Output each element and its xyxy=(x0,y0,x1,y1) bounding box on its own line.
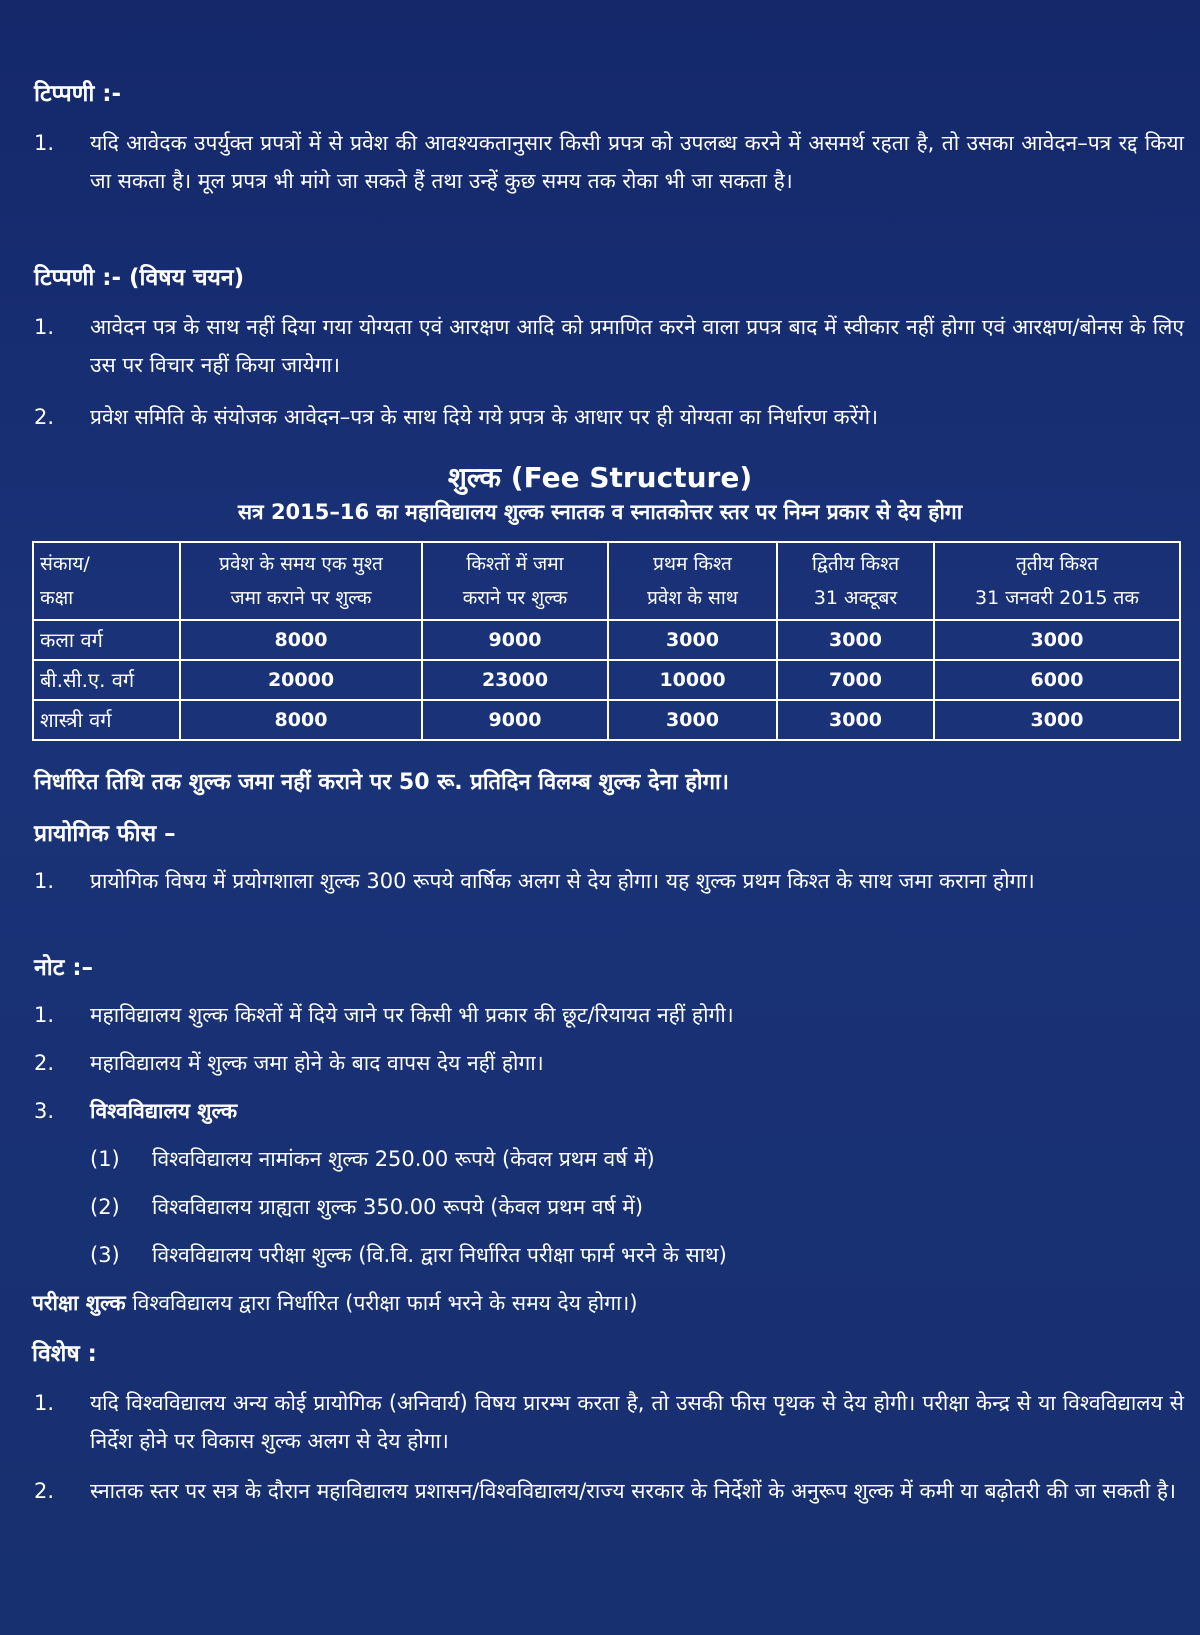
header-third-installment: तृतीय किश्त 31 जनवरी 2015 तक xyxy=(934,542,1180,620)
table-row: कला वर्ग 8000 9000 3000 3000 3000 xyxy=(33,620,1180,660)
late-fee-notice: निर्धारित तिथि तक शुल्क जमा नहीं कराने पर 50 रू. प्रतिदिन विलम्ब शुल्क देना होगा। xyxy=(34,770,730,795)
exam-fee-line xyxy=(32,1284,1182,1322)
fee-structure-title: शुल्क (Fee Structure) xyxy=(447,461,753,494)
header-installments: किश्तों में जमा कराने पर शुल्क xyxy=(422,542,608,620)
special-heading: विशेष : xyxy=(32,1341,97,1367)
practical-fee-heading: प्रायोगिक फीस – xyxy=(34,821,176,847)
subject-selection-heading: टिप्पणी :- (विषय चयन) xyxy=(34,265,245,291)
header-faculty: संकाय/ कक्षा xyxy=(33,542,180,620)
exam-fee-label: परीक्षा शुल्क xyxy=(32,1291,126,1315)
fee-table xyxy=(32,541,1181,741)
header-first-installment: प्रथम किश्त प्रवेश के साथ xyxy=(608,542,777,620)
fee-table-header xyxy=(33,542,1180,620)
fee-structure-subtitle: सत्र 2015–16 का महाविद्यालय शुल्क स्नातक व स्नातकोत्तर स्तर पर निम्न प्रकार से देय होगा xyxy=(237,500,963,524)
table-row: बी.सी.ए. वर्ग 20000 23000 10000 7000 6000 xyxy=(33,660,1180,700)
exam-fee-text: विश्वविद्यालय द्वारा निर्धारित (परीक्षा फार्म भरने के समय देय होगा।) xyxy=(125,1291,638,1315)
table-row: शास्त्री वर्ग 8000 9000 3000 3000 3000 xyxy=(33,700,1180,740)
note3-heading: नोट :– xyxy=(34,955,94,981)
document-page: टिप्पणी :- 1. यदि आवेदक उपर्युक्त प्रपत्रों में से प्रवेश की आवश्यकतानुसार किसी प्रपत्र को उपलब्ध करने में असमर्थ रहता है, तो उसका आवेदन–पत्र रद्द किया जा सकता है। मूल प्रपत्र भी मांगे जा सकते हैं तथा उन्हें कुछ समय तक रोका भी जा सकता है। टिप्पणी :- (विषय चयन) 1. आवेदन पत्र के साथ नहीं दिया गया योग्यता एवं आरक्षण आदि को प्रमाणित करने वाला प्रपत्र बाद में स्वीकार नहीं होगा एवं आरक्षण/बोनस के लिए उस पर विचार नहीं किया जायेगा। 2. प्रवेश समिति के संयोजक आवेदन–पत्र के साथ दिये गये प्रपत्र के आधार पर ही योग्यता का निर्धारण करेंगे। शुल्क (Fee Structure) सत्र 2015–16 का महाविद्यालय शुल्क स्नातक व स्नातकोत्तर स्तर पर निम्न प्रकार से देय होगा संकाय/ कक्षा प्रवेश के समय एक मुश्त जमा कराने पर शुल्क किश्तों में जमा कराने पर शुल्क प्रथम किश्त प्रवेश के साथ द्वितीय किश्त 31 अक्टूबर तृतीय किश्त 31 जनवरी 2015 तक कला वर्ग 8000 9000 3000 3000 3000 बी.सी.ए. वर्ग 20000 23000 10000 7000 6000 शास्त्री वर्ग 8000 9000 3000 3000 3000 निर्धारित तिथि तक शुल्क जमा नहीं कराने पर 50 रू. प्रतिदिन विलम्ब शुल्क देना होगा। प्रायोगिक फीस – 1. प्रायोगिक विषय में प्रयोगशाला शुल्क 300 रूपये वार्षिक अलग से देय होगा। यह शुल्क प्रथम किश्त के साथ जमा कराना होगा। नोट :– 1. महाविद्यालय शुल्क किश्तों में दिये जाने पर किसी भी प्रकार की छूट/रियायत नहीं होगी। 2. महाविद्यालय में शुल्क जमा होने के बाद वापस देय नहीं होगा। 3. विश्वविद्यालय शुल्क (1) विश्वविद्यालय नामांकन शुल्क 250.00 रूपये (केवल प्रथम वर्ष में) (2) विश्वविद्यालय ग्राह्यता शुल्क 350.00 रूपये (केवल प्रथम वर्ष में) (3) विश्वविद्यालय परीक्षा शुल्क (वि.वि. द्वारा निर्धारित परीक्षा फार्म भरने के साथ) परीक्षा शुल्क विश्वविद्यालय द्वारा निर्धारित (परीक्षा फार्म भरने के समय देय होगा।) विशेष : 1. यदि विश्वविद्यालय अन्य कोई प्रायोगिक (अनिवार्य) विषय प्रारम्भ करता है, तो उसकी फीस पृथक से देय होगी। परीक्षा केन्द्र से या विश्वविद्यालय से निर्देश होने पर विकास शुल्क अलग से देय होगा। 2. स्नातक स्तर पर सत्र के दौरान महाविद्यालय प्रशासन/विश्वविद्यालय/राज्य सरकार के निर्देशों के अनुरूप शुल्क में कमी या बढ़ोतरी की जा सकती है। xyxy=(0,0,1200,1635)
header-second-installment: द्वितीय किश्त 31 अक्टूबर xyxy=(777,542,934,620)
header-lump-sum: प्रवेश के समय एक मुश्त जमा कराने पर शुल्क xyxy=(180,542,422,620)
note-heading: टिप्पणी :- xyxy=(34,81,122,107)
